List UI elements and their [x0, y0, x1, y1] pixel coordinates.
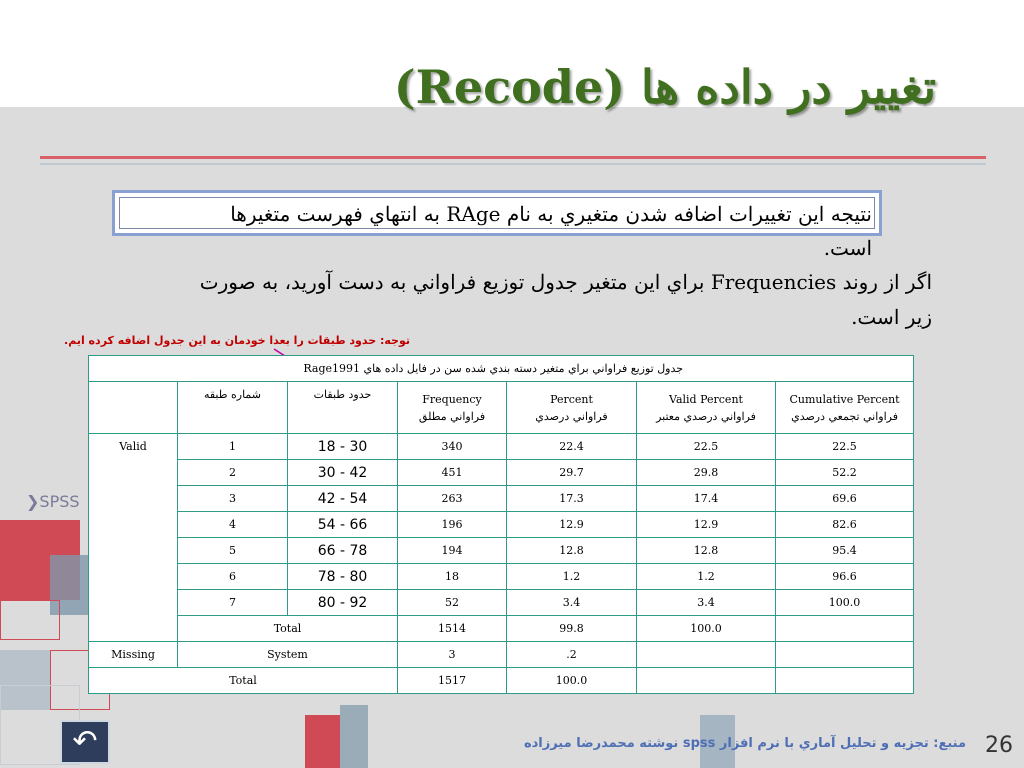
missing-cum-empty	[776, 642, 914, 668]
header-frequency-en: Frequency	[422, 392, 482, 406]
page-title: تغيير در داده ها (Recode)	[393, 60, 936, 114]
grand-total-freq: 1517	[398, 668, 507, 694]
valid-percent-cell: 17.4	[637, 486, 776, 512]
frequency-table	[88, 355, 914, 694]
header-cumulative-fa: فراواني تجمعي درصدي	[791, 409, 898, 423]
cumulative-percent-cell: 96.6	[776, 564, 914, 590]
result-note-continuation: است.	[823, 236, 872, 260]
header-cumulative-en: Cumulative Percent	[789, 392, 900, 406]
table-row	[89, 512, 914, 538]
valid-percent-cell: 22.5	[637, 434, 776, 460]
missing-percent: .2	[507, 642, 637, 668]
class-number-cell: 3	[178, 486, 288, 512]
class-bounds-cell: 54 - 66	[288, 512, 398, 538]
valid-percent-cell: 29.8	[637, 460, 776, 486]
grand-total-row	[89, 668, 914, 694]
header-valid-en: Valid Percent	[669, 392, 743, 406]
title-underline	[40, 156, 986, 159]
percent-cell: 3.4	[507, 590, 637, 616]
table-row	[89, 590, 914, 616]
header-empty-cell	[89, 382, 178, 434]
total-freq: 1514	[398, 616, 507, 642]
class-number-cell: 5	[178, 538, 288, 564]
paragraph-line-1: اگر از روند Frequencies براي اين متغير جدول توزيع فراواني به دست آوريد، به صورت	[199, 270, 932, 294]
u-turn-back-icon: ↶	[72, 724, 98, 759]
title-underline-secondary	[40, 163, 986, 165]
table-annotation: توجه: حدود طبقات را بعدا خودمان به اين جدول اضافه كرده ايم.	[64, 334, 410, 347]
table-caption-row	[89, 356, 914, 382]
spss-side-label	[26, 492, 80, 511]
class-bounds-cell: 18 - 30	[288, 434, 398, 460]
spss-label-text: SPSS	[39, 492, 80, 511]
header-percent-fa: فراواني درصدي	[535, 409, 608, 423]
percent-cell: 29.7	[507, 460, 637, 486]
frequency-cell: 18	[398, 564, 507, 590]
table-row	[89, 486, 914, 512]
cumulative-percent-cell: 100.0	[776, 590, 914, 616]
class-number-cell: 4	[178, 512, 288, 538]
class-number-cell: 2	[178, 460, 288, 486]
table-caption-var: Rage	[303, 362, 333, 375]
total-cum-empty	[776, 616, 914, 642]
grand-total-valid-empty	[637, 668, 776, 694]
frequency-cell: 196	[398, 512, 507, 538]
missing-freq: 3	[398, 642, 507, 668]
paragraph-line-2: زير است.	[851, 305, 932, 329]
header-cumulative-percent	[776, 382, 914, 434]
class-number-cell: 6	[178, 564, 288, 590]
class-number-cell: 1	[178, 434, 288, 460]
page-number: 26	[985, 733, 1013, 758]
valid-percent-cell: 12.8	[637, 538, 776, 564]
cumulative-percent-cell: 69.6	[776, 486, 914, 512]
cumulative-percent-cell: 52.2	[776, 460, 914, 486]
frequency-cell: 340	[398, 434, 507, 460]
decor-square	[340, 705, 368, 768]
header-frequency	[398, 382, 507, 434]
valid-label: Valid	[89, 434, 178, 642]
table-row	[89, 564, 914, 590]
cumulative-percent-cell: 95.4	[776, 538, 914, 564]
frequency-cell: 263	[398, 486, 507, 512]
percent-cell: 12.9	[507, 512, 637, 538]
header-frequency-fa: فراواني مطلق	[418, 409, 486, 423]
header-class-no: شماره طبقه	[178, 382, 288, 434]
class-bounds-cell: 66 - 78	[288, 538, 398, 564]
grand-total-percent: 100.0	[507, 668, 637, 694]
decor-square	[305, 715, 340, 768]
class-bounds-cell: 78 - 80	[288, 564, 398, 590]
total-row	[89, 616, 914, 642]
back-nav-button[interactable]	[60, 720, 110, 764]
total-label: Total	[178, 616, 398, 642]
table-row	[89, 460, 914, 486]
grand-total-cum-empty	[776, 668, 914, 694]
percent-cell: 17.3	[507, 486, 637, 512]
class-bounds-cell: 80 - 92	[288, 590, 398, 616]
table-header-row	[89, 382, 914, 434]
class-bounds-cell: 30 - 42	[288, 460, 398, 486]
missing-label: Missing	[89, 642, 178, 668]
grand-total-label: Total	[89, 668, 398, 694]
missing-valid-empty	[637, 642, 776, 668]
class-number-cell: 7	[178, 590, 288, 616]
valid-percent-cell: 12.9	[637, 512, 776, 538]
chevron-right-icon: ❯	[26, 492, 40, 511]
header-percent	[507, 382, 637, 434]
decor-square	[0, 600, 60, 640]
system-label: System	[178, 642, 398, 668]
total-valid: 100.0	[637, 616, 776, 642]
cumulative-percent-cell: 22.5	[776, 434, 914, 460]
class-bounds-cell: 42 - 54	[288, 486, 398, 512]
header-valid-fa: فراواني درصدي معتبر	[656, 409, 756, 423]
header-valid-percent	[637, 382, 776, 434]
valid-percent-cell: 3.4	[637, 590, 776, 616]
table-row	[89, 538, 914, 564]
percent-cell: 12.8	[507, 538, 637, 564]
total-percent: 99.8	[507, 616, 637, 642]
result-note-text: نتيجه اين تغييرات اضافه شدن متغيري به نام RAge به انتهاي فهرست متغيرها	[230, 202, 872, 226]
frequency-cell: 194	[398, 538, 507, 564]
percent-cell: 1.2	[507, 564, 637, 590]
valid-percent-cell: 1.2	[637, 564, 776, 590]
table-row	[89, 434, 914, 460]
cumulative-percent-cell: 82.6	[776, 512, 914, 538]
missing-row	[89, 642, 914, 668]
frequency-cell: 451	[398, 460, 507, 486]
header-percent-en: Percent	[550, 392, 593, 406]
table-caption-cell	[89, 356, 914, 382]
frequency-cell: 52	[398, 590, 507, 616]
percent-cell: 22.4	[507, 434, 637, 460]
source-citation: منبع: تجزيه و تحليل آماري با نرم افزار spss نوشته محمدرضا ميرزاده	[523, 736, 966, 751]
header-class-bounds: حدود طبقات	[288, 382, 398, 434]
table-caption: جدول توزيع فراواني براي متغير دسته بندي شده سن در فايل داده هاي 1991	[332, 362, 684, 375]
